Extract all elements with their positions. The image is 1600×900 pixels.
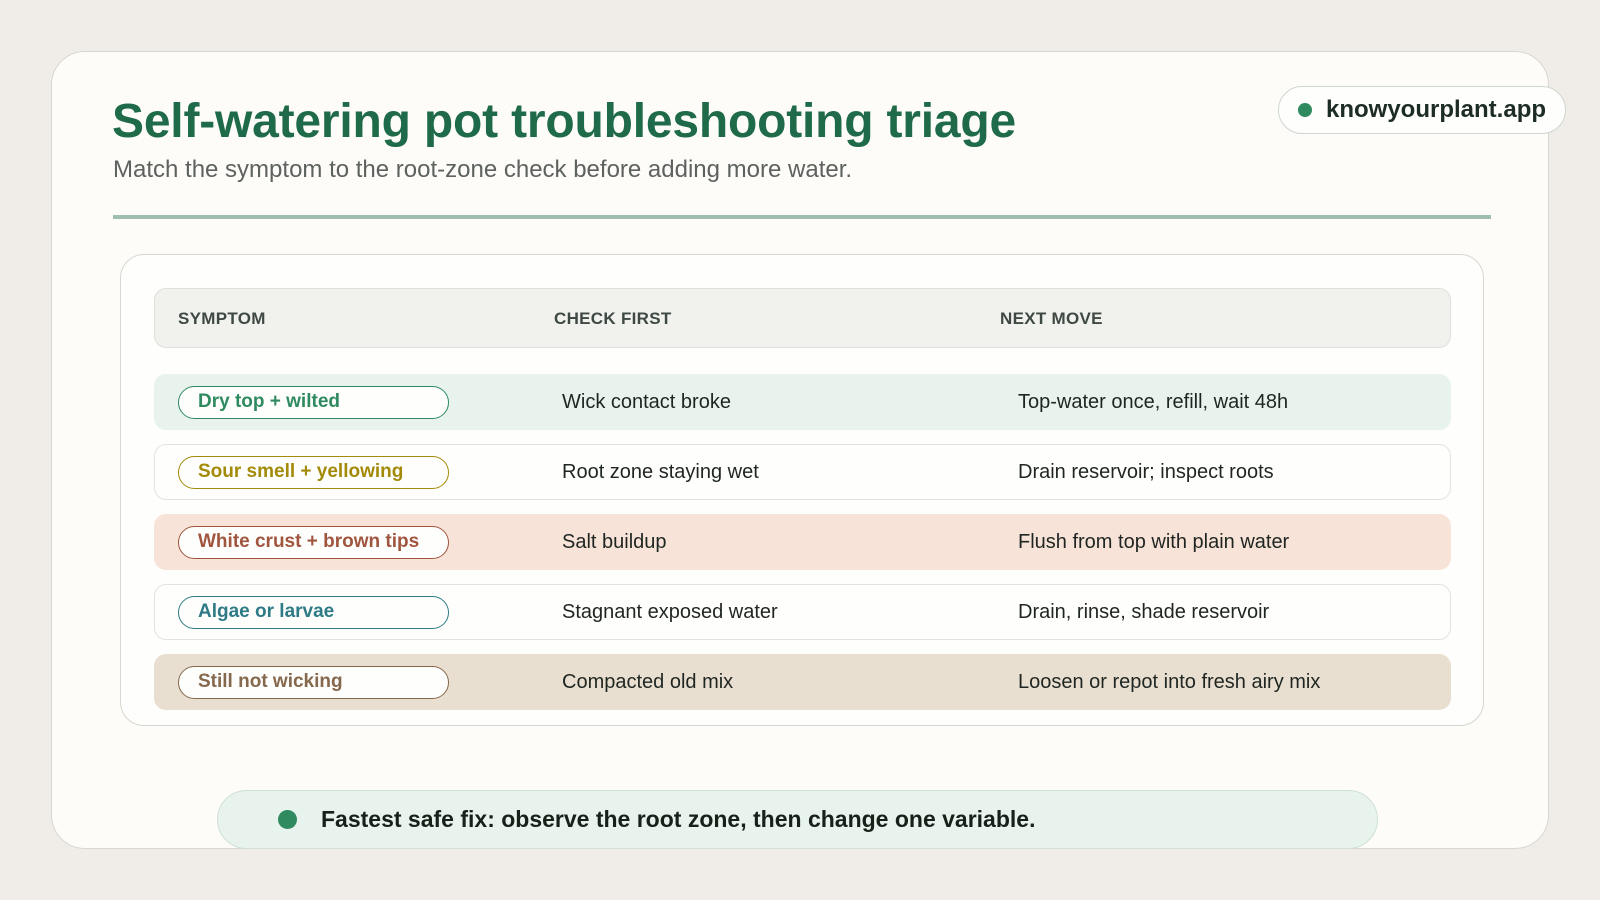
next-move-cell: Drain, rinse, shade reservoir: [1018, 601, 1270, 623]
tip-banner: [217, 790, 1378, 849]
table-row: [154, 514, 1451, 570]
brand-badge[interactable]: [1278, 86, 1566, 134]
header-divider: [113, 215, 1491, 219]
column-header-check-first: CHECK FIRST: [554, 309, 672, 328]
symptom-pill: White crust + brown tips: [178, 526, 449, 559]
symptom-pill: Still not wicking: [178, 666, 449, 699]
tip-dot-icon: [278, 810, 297, 829]
page-title: Self-watering pot troubleshooting triage: [112, 95, 1017, 148]
check-first-cell: Stagnant exposed water: [562, 601, 778, 623]
triage-table: [120, 254, 1484, 726]
next-move-cell: Top-water once, refill, wait 48h: [1018, 391, 1289, 413]
next-move-cell: Loosen or repot into fresh airy mix: [1018, 671, 1321, 693]
table-row: [154, 654, 1451, 710]
next-move-cell: Flush from top with plain water: [1018, 531, 1290, 553]
brand-dot-icon: [1298, 103, 1312, 117]
column-header-next-move: NEXT MOVE: [1000, 309, 1103, 328]
check-first-cell: Salt buildup: [562, 531, 667, 553]
brand-label: knowyourplant.app: [1326, 96, 1547, 123]
check-first-cell: Wick contact broke: [562, 391, 731, 413]
table-header: [154, 288, 1451, 348]
tip-text: Fastest safe fix: observe the root zone, then change one variable.: [321, 806, 1036, 832]
next-move-cell: Drain reservoir; inspect roots: [1018, 461, 1274, 483]
symptom-pill: Algae or larvae: [178, 596, 449, 629]
symptom-pill: Dry top + wilted: [178, 386, 449, 419]
column-header-symptom: SYMPTOM: [178, 309, 266, 328]
page-subtitle: Match the symptom to the root-zone check before adding more water.: [113, 156, 853, 183]
table-row: [154, 374, 1451, 430]
table-row: [154, 444, 1451, 500]
symptom-pill: Sour smell + yellowing: [178, 456, 449, 489]
main-card: [51, 51, 1549, 849]
table-row: [154, 584, 1451, 640]
check-first-cell: Root zone staying wet: [562, 461, 759, 483]
check-first-cell: Compacted old mix: [562, 671, 734, 693]
